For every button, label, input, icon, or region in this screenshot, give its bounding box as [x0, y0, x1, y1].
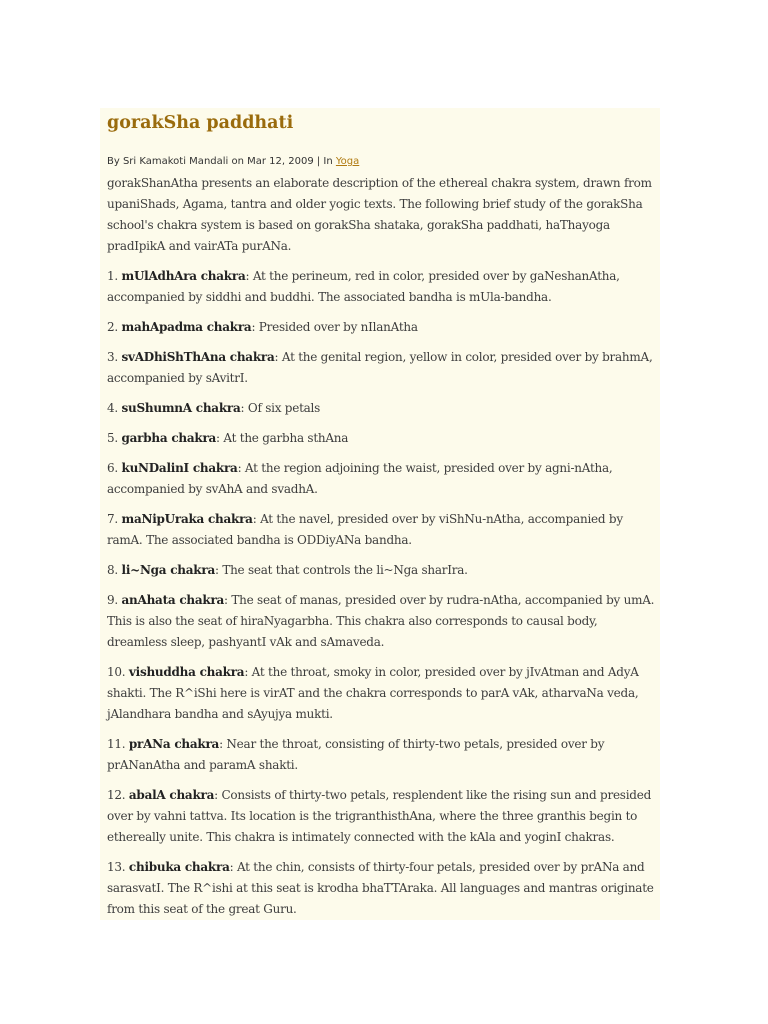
chakra-number: 1.: [107, 269, 122, 283]
chakra-item: [107, 662, 660, 725]
chakra-item: [107, 785, 660, 848]
byline: [107, 155, 660, 169]
chakra-item: [107, 734, 660, 776]
category-link-yoga[interactable]: Yoga: [335, 156, 360, 167]
chakra-number: 11.: [107, 737, 129, 751]
chakra-item: [107, 509, 660, 551]
chakra-item: [107, 398, 660, 419]
chakra-description: : Of six petals: [240, 401, 321, 415]
chakra-description: : At the chin, consists of thirty-four petals, presided over by prANa and sarasvatI. The R^ishi at this seat is krodha bhaTTAraka. All languages and mantras originate from this seat of the great Guru.: [107, 860, 654, 916]
chakra-description: : At the region adjoining the waist, presided over by agni-nAtha, accompanied by svAhA and svadhA.: [107, 461, 613, 496]
chakra-item: [107, 317, 660, 338]
chakra-name: maNipUraka chakra: [121, 512, 253, 526]
chakra-name: vishuddha chakra: [128, 665, 245, 679]
chakra-number: 6.: [107, 461, 122, 475]
byline-text: By Sri Kamakoti Mandali on Mar 12, 2009 | In: [107, 156, 336, 167]
chakra-name: kuNDalinI chakra: [121, 461, 238, 475]
chakra-item: [107, 428, 660, 449]
chakra-name: prANa chakra: [128, 737, 220, 751]
chakra-number: 13.: [107, 860, 129, 874]
chakra-item: [107, 590, 660, 653]
chakra-description: : At the perineum, red in color, presided over by gaNeshanAtha, accompanied by siddhi and buddhi. The associated bandha is mUla-bandha.: [107, 269, 620, 304]
chakra-description: : At the navel, presided over by viShNu-nAtha, accompanied by ramA. The associated bandha is ODDiyANa bandha.: [107, 512, 623, 547]
chakra-name: suShumnA chakra: [121, 401, 241, 415]
chakra-name: mahApadma chakra: [121, 320, 252, 334]
chakra-number: 8.: [107, 563, 122, 577]
chakra-number: 7.: [107, 512, 122, 526]
chakra-item: [107, 347, 660, 389]
chakra-name: garbha chakra: [121, 431, 217, 445]
article-title: gorakSha paddhati: [107, 113, 294, 133]
chakra-number: 12.: [107, 788, 129, 802]
chakra-name: anAhata chakra: [121, 593, 225, 607]
chakra-description: : The seat that controls the li~Nga sharIra.: [214, 563, 468, 577]
chakra-name: chibuka chakra: [128, 860, 230, 874]
chakra-number: 4.: [107, 401, 122, 415]
chakra-item: [107, 266, 660, 308]
chakra-number: 5.: [107, 431, 122, 445]
chakra-name: abalA chakra: [128, 788, 215, 802]
chakra-list: [107, 266, 660, 920]
chakra-number: 9.: [107, 593, 122, 607]
article: [100, 108, 660, 920]
chakra-description: : Presided over by nIlanAtha: [251, 320, 418, 334]
chakra-description: : At the genital region, yellow in color, presided over by brahmA, accompanied by sAvitrI.: [107, 350, 653, 385]
chakra-description: : Consists of thirty-two petals, resplendent like the rising sun and presided over by vahni tattva. Its location is the trigranthisthAna, where the three granthis begin to ethereally unite. This chakra is intimately connected with the kAla and yoginI chakras.: [107, 788, 652, 844]
chakra-description: : At the garbha sthAna: [216, 431, 349, 445]
chakra-item: [107, 560, 660, 581]
chakra-item: [107, 458, 660, 500]
chakra-name: mUlAdhAra chakra: [121, 269, 246, 283]
chakra-description: : Near the throat, consisting of thirty-two petals, presided over by prANanAtha and paramA shakti.: [107, 737, 605, 772]
chakra-number: 2.: [107, 320, 122, 334]
chakra-description: : At the throat, smoky in color, presided over by jIvAtman and AdyA shakti. The R^iShi here is virAT and the chakra corresponds to parA vAk, atharvaNa veda, jAlandhara bandha and sAyujya mukti.: [107, 665, 639, 721]
chakra-description: : The seat of manas, presided over by rudra-nAtha, accompanied by umA. This is also the seat of hiraNyagarbha. This chakra also corresponds to causal body, dreamless sleep, pashyantI vAk and sAmaveda.: [107, 593, 655, 649]
chakra-name: svADhiShThAna chakra: [121, 350, 275, 364]
intro-paragraph: gorakShanAtha presents an elaborate description of the ethereal chakra system, drawn from upaniShads, Agama, tantra and older yogic texts. The following brief study of the gorakSha school's chakra system is based on gorakSha shataka, gorakSha paddhati, haThayoga pradIpikA and vairATa purANa.: [107, 176, 652, 253]
chakra-name: li~Nga chakra: [121, 563, 215, 577]
chakra-item: [107, 857, 660, 920]
chakra-number: 3.: [107, 350, 122, 364]
chakra-number: 10.: [107, 665, 129, 679]
